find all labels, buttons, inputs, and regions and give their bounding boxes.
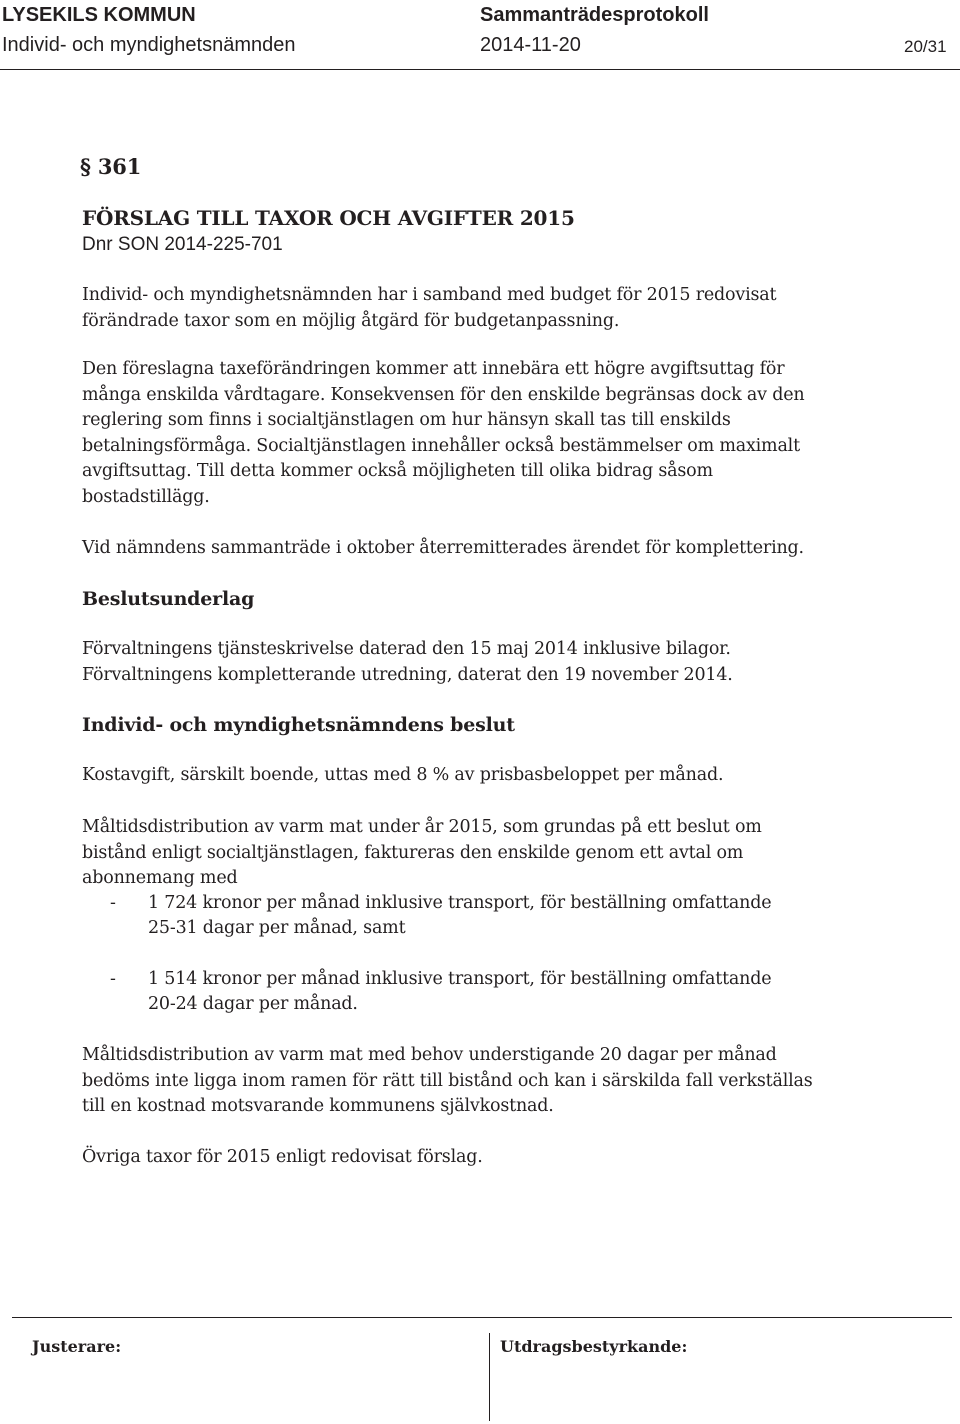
other-paragraph <box>82 1145 912 1171</box>
text-line: Vid nämndens sammanträde i oktober återremitterades ärendet för komplettering. <box>82 538 804 558</box>
org-name: LYSEKILS KOMMUN <box>2 4 196 26</box>
fee-paragraph <box>82 763 912 789</box>
text-line: Den föreslagna taxeförändringen kommer att innebära ett högre avgiftsuttag för <box>82 359 785 379</box>
text-line: Kostavgift, särskilt boende, uttas med 8 % av prisbasbeloppet per månad. <box>82 765 724 785</box>
text-line: många enskilda vårdtagare. Konsekvensen för den enskilde begränsas dock av den <box>82 384 805 405</box>
remit-paragraph <box>82 536 912 562</box>
text-line: Måltidsdistribution av varm mat med behov understigande 20 dagar per månad <box>82 1045 777 1065</box>
meeting-date: 2014-11-20 <box>480 34 581 56</box>
text-line: bostadstillägg. <box>82 486 210 507</box>
committee-name: Individ- och myndighetsnämnden <box>2 34 296 56</box>
bullet-dash: - <box>110 969 116 989</box>
basis-heading: Beslutsunderlag <box>82 588 255 610</box>
page-number: 20/31 <box>904 37 947 56</box>
bullet-line: 1 724 kronor per månad inklusive transport, för beställning omfattande <box>148 893 772 913</box>
consequence-paragraph <box>82 357 912 510</box>
text-line: till en kostnad motsvarande kommunens självkostnad. <box>82 1096 554 1116</box>
text-line: Förvaltningens tjänsteskrivelse daterad den 15 maj 2014 inklusive bilagor. <box>82 639 731 659</box>
text-line: Måltidsdistribution av varm mat under år 2015, som grundas på ett beslut om <box>82 817 762 837</box>
meal-intro-paragraph <box>82 815 912 892</box>
footer-divider <box>12 1317 952 1318</box>
text-line: bistånd enligt socialtjänstlagen, faktureras den enskilde genom ett avtal om <box>82 842 744 863</box>
text-line: Övriga taxor för 2015 enligt redovisat förslag. <box>82 1147 483 1167</box>
bullet-line: 25-31 dagar per månad, samt <box>148 918 406 938</box>
section-title: FÖRSLAG TILL TAXOR OCH AVGIFTER 2015 <box>82 206 575 230</box>
header-divider <box>0 69 960 70</box>
text-line: Förvaltningens kompletterande utredning, daterat den 19 november 2014. <box>82 664 733 685</box>
utdrag-label: Utdragsbestyrkande: <box>500 1337 688 1356</box>
bullet-line: 20-24 dagar per månad. <box>148 994 358 1014</box>
text-line: abonnemang med <box>82 868 238 888</box>
bullet-dash: - <box>110 893 116 913</box>
footer-separator <box>489 1333 490 1421</box>
decision-heading: Individ- och myndighetsnämndens beslut <box>82 714 515 736</box>
document-type: Sammanträdesprotokoll <box>480 4 709 26</box>
text-line: Individ- och myndighetsnämnden har i samband med budget för 2015 redovisat <box>82 285 777 305</box>
dnr-reference: Dnr SON 2014-225-701 <box>82 234 283 255</box>
text-line: reglering som finns i socialtjänstlagen om hur hänsyn skall tas till enskilds <box>82 410 731 430</box>
basis-paragraph <box>82 637 912 688</box>
text-line: betalningsförmåga. Socialtjänstlagen innehåller också bestämmelser om maximalt <box>82 435 800 456</box>
intro-paragraph <box>82 283 912 334</box>
justerare-label: Justerare: <box>32 1337 122 1356</box>
text-line: avgiftsuttag. Till detta kommer också möjligheten till olika bidrag såsom <box>82 461 713 481</box>
meal-low-paragraph <box>82 1043 912 1120</box>
text-line: förändrade taxor som en möjlig åtgärd för budgetanpassning. <box>82 310 620 331</box>
bullet-line: 1 514 kronor per månad inklusive transport, för beställning omfattande <box>148 969 772 989</box>
section-number: § 361 <box>80 154 142 179</box>
text-line: bedöms inte ligga inom ramen för rätt till bistånd och kan i särskilda fall verkställas <box>82 1070 813 1091</box>
